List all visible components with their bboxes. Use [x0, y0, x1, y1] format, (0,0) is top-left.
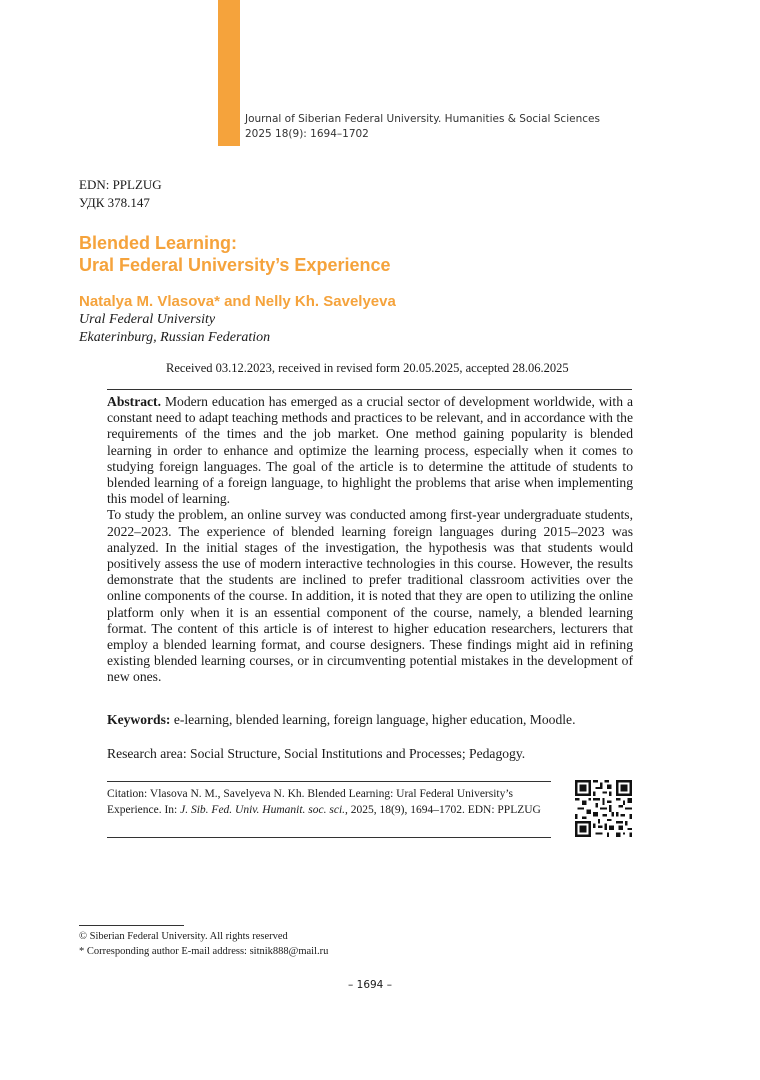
classification-codes [79, 176, 162, 212]
research-area: Research area: Social Structure, Social Institutions and Processes; Pedagogy. [107, 746, 526, 761]
abstract-top-rule [107, 389, 632, 390]
copyright-note: © Siberian Federal University. All rights reserved [79, 931, 288, 942]
keywords-label: Keywords: [107, 712, 171, 727]
edn-code: EDN: PPLZUG [79, 177, 162, 192]
citation-journal: J. Sib. Fed. Univ. Humanit. soc. sci. [180, 803, 346, 816]
journal-header [245, 112, 600, 142]
udk-code: УДК 378.147 [79, 195, 150, 210]
authors: Natalya M. Vlasova* and Nelly Kh. Savelyeva [79, 293, 396, 310]
page-number: – 1694 – [348, 979, 392, 991]
title-line-2: Ural Federal University’s Experience [79, 255, 391, 275]
footnotes [79, 929, 328, 959]
journal-name: Journal of Siberian Federal University. Humanities & Social Sciences [245, 113, 600, 125]
affiliation-location: Ekaterinburg, Russian Federation [79, 330, 271, 345]
abstract-paragraph-1 [107, 394, 633, 507]
keywords-text: e-learning, blended learning, foreign language, higher education, Moodle. [173, 712, 576, 727]
qr-code-icon [575, 780, 632, 837]
journal-accent-bar [218, 0, 240, 146]
title-line-1: Blended Learning: [79, 233, 238, 253]
abstract [107, 394, 633, 686]
citation-bottom-rule [107, 837, 551, 838]
affiliation-university: Ural Federal University [79, 312, 216, 327]
citation [107, 787, 551, 818]
journal-issue: 2025 18(9): 1694–1702 [245, 128, 369, 140]
article-title [79, 232, 390, 276]
received-dates: Received 03.12.2023, received in revised form 20.05.2025, accepted 28.06.2025 [166, 361, 569, 375]
abstract-text-1: Modern education has emerged as a crucial sector of development worldwide, with a constant need to adapt teaching methods and practices to be relevant, and in accordance with the requirements of the times and the job market. One method gaining popularity is blended learning in order to enhance and optimize the learning process, especially when it comes to studying foreign languages. The goal of the article is to determine the attitude of students to blended learning of a foreign language, to highlight the problems that arise when implementing this model of learning. [107, 394, 633, 507]
affiliation [79, 311, 270, 347]
keywords [107, 712, 575, 728]
corresponding-author-note: * Corresponding author E-mail address: sitnik888@mail.ru [79, 946, 329, 957]
abstract-label: Abstract. [107, 394, 161, 409]
abstract-paragraph-2: To study the problem, an online survey was conducted among first-year undergraduate students, 2022–2023. The experience of blended learning foreign languages during 2015–2023 was analyzed. In the initial stages of the investigation, the hypothesis was that students would positively assess the use of modern interactive technologies in this course. However, the results demonstrate that the students are inclined to prefer traditional classroom activities over the online components of the course. In addition, it is noted that they are open to utilizing the online platform only when it is an essential component of the course, namely, a blended learning format. The content of this article is of interest to higher education researchers, lecturers that employ a blended learning format, and course designers. These findings might aid in refining existing blended learning courses, or in circumventing potential mistakes in the development of new ones. [107, 507, 633, 685]
footnote-rule [79, 925, 184, 926]
citation-suffix: , 2025, 18(9), 1694–1702. EDN: PPLZUG [345, 803, 541, 816]
citation-top-rule [107, 781, 551, 782]
citation-prefix: Citation: Vlasova N. M., Savelyeva N. Kh. Blended Learning: Ural Federal University’s Experience. In: [107, 788, 514, 816]
